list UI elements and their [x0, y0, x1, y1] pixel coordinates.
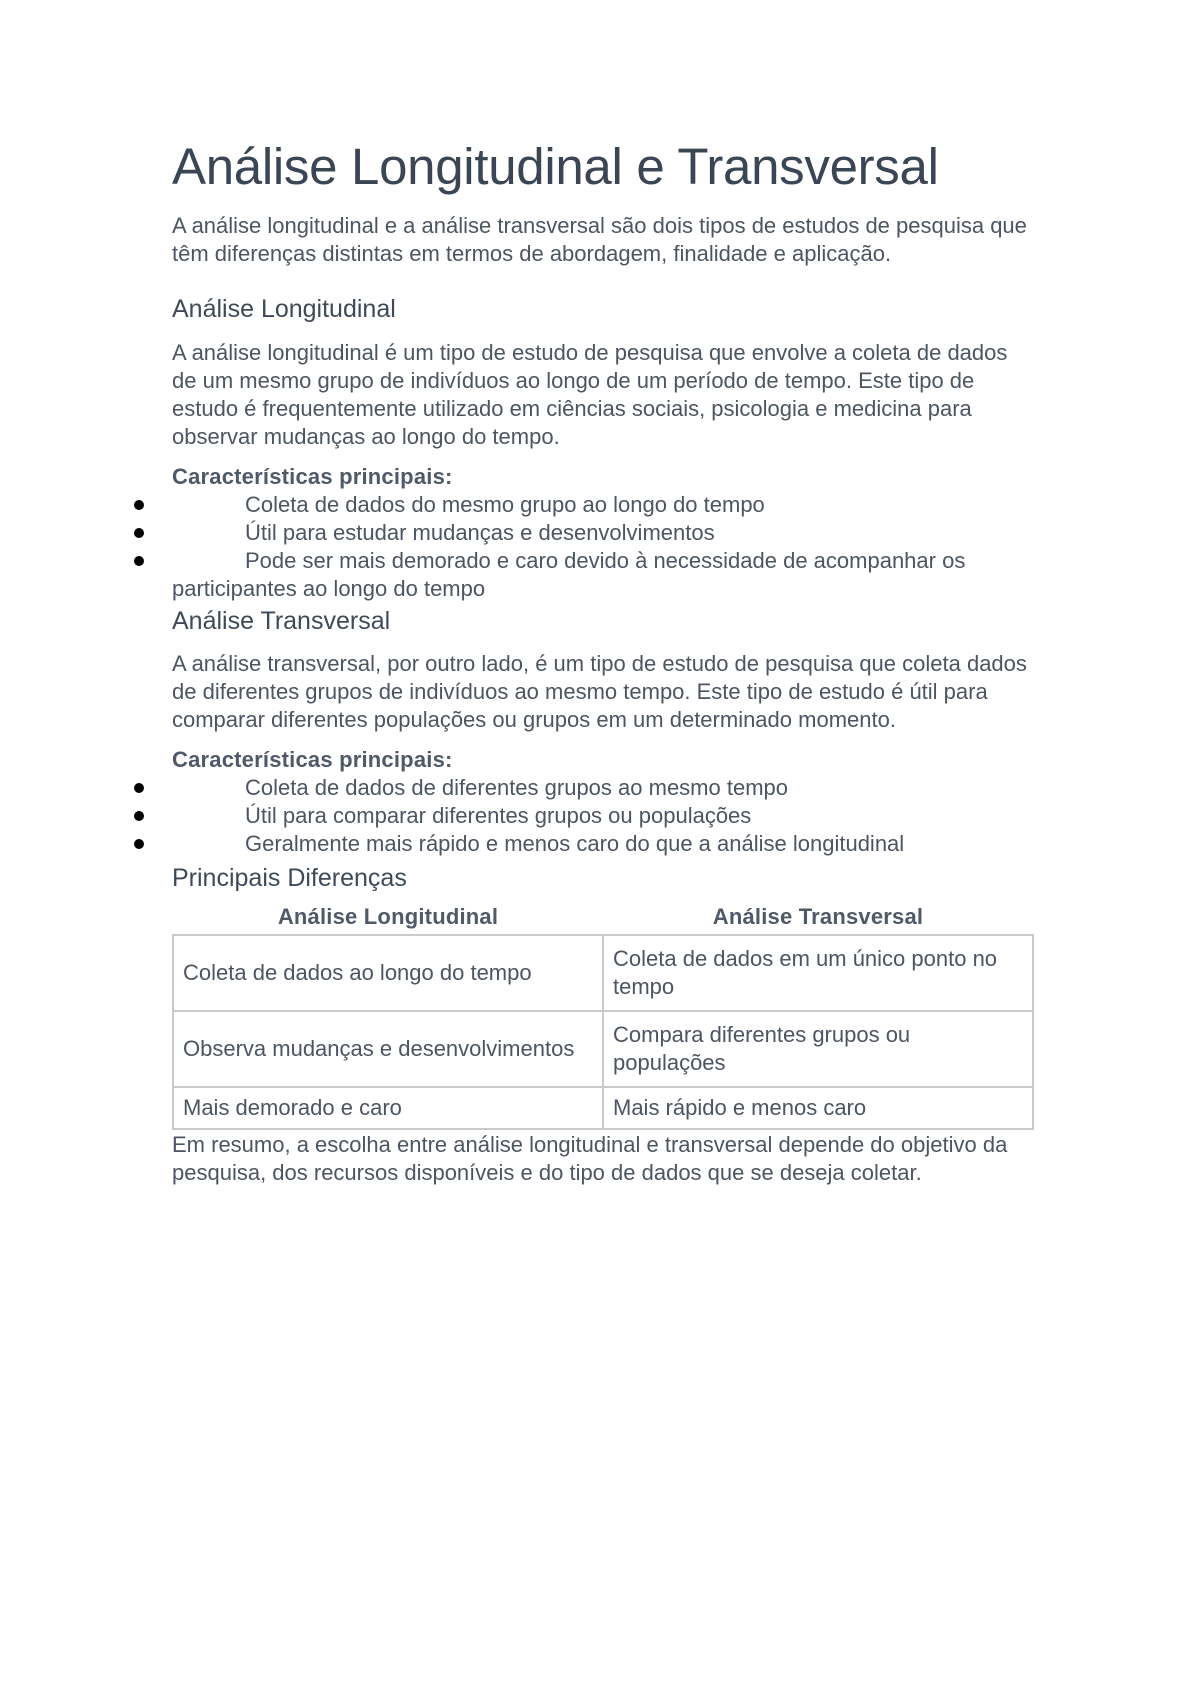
transversal-paragraph: A análise transversal, por outro lado, é um tipo de estudo de pesquisa que coleta dados de diferentes grupos de indivíduos ao mesmo tempo. Este tipo de estudo é útil para comparar diferentes populações ou grupos em um determinado momento.: [172, 651, 1027, 732]
table-row: [173, 935, 1033, 1011]
bullet-icon: [134, 783, 144, 793]
bullet-icon: [134, 556, 144, 566]
longitudinal-heading: Análise Longitudinal: [172, 295, 396, 323]
document-title: Análise Longitudinal e Transversal: [172, 138, 939, 195]
longitudinal-paragraph: A análise longitudinal é um tipo de estudo de pesquisa que envolve a coleta de dados de um mesmo grupo de indivíduos ao longo de um período de tempo. Este tipo de estudo é frequentemente utilizado em ciências sociais, psicologia e medicina para observar mudanças ao longo do tempo.: [172, 340, 1008, 449]
conclusion-paragraph: Em resumo, a escolha entre análise longitudinal e transversal depende do objetivo da pesquisa, dos recursos disponíveis e do tipo de dados que se deseja coletar.: [172, 1132, 1008, 1185]
document-page: [172, 136, 1032, 1187]
table-cell: Coleta de dados em um único ponto no tempo: [603, 935, 1033, 1011]
list-item: [172, 491, 1032, 519]
bullet-icon: [134, 500, 144, 510]
differences-heading: Principais Diferenças: [172, 864, 407, 892]
list-item: [172, 547, 1032, 603]
list-item-text: Pode ser mais demorado e caro devido à necessidade de acompanhar os participantes ao longo do tempo: [172, 548, 966, 601]
table-row: [173, 1087, 1033, 1129]
list-item-text: Geralmente mais rápido e menos caro do que a análise longitudinal: [245, 831, 905, 856]
list-item: [172, 802, 1032, 830]
table-cell: Compara diferentes grupos ou populações: [603, 1011, 1033, 1087]
bullet-icon: [134, 811, 144, 821]
table-row: [173, 1011, 1033, 1087]
longitudinal-features-label: Características principais:: [172, 464, 453, 489]
column-header-longitudinal: Análise Longitudinal: [277, 904, 499, 929]
list-item: [172, 830, 1032, 858]
list-item-text: Útil para comparar diferentes grupos ou populações: [245, 803, 752, 828]
transversal-heading: Análise Transversal: [172, 607, 391, 635]
table-header-row: [173, 904, 1033, 935]
list-item-text: Útil para estudar mudanças e desenvolvimentos: [245, 520, 715, 545]
table-cell: Mais demorado e caro: [173, 1087, 603, 1129]
table-cell: Mais rápido e menos caro: [603, 1087, 1033, 1129]
transversal-features-label: Características principais:: [172, 747, 453, 772]
list-item-text: Coleta de dados de diferentes grupos ao mesmo tempo: [245, 775, 788, 800]
longitudinal-features-list: [172, 491, 1032, 603]
bullet-icon: [134, 839, 144, 849]
transversal-features-list: [172, 774, 1032, 858]
table-cell: Observa mudanças e desenvolvimentos: [173, 1011, 603, 1087]
list-item-text: Coleta de dados do mesmo grupo ao longo do tempo: [245, 492, 765, 517]
column-header-transversal: Análise Transversal: [712, 904, 924, 929]
intro-paragraph: A análise longitudinal e a análise transversal são dois tipos de estudos de pesquisa que têm diferenças distintas em termos de abordagem, finalidade e aplicação.: [172, 213, 1027, 266]
table-cell: Coleta de dados ao longo do tempo: [173, 935, 603, 1011]
list-item: [172, 774, 1032, 802]
differences-table: [172, 904, 1034, 1130]
list-item: [172, 519, 1032, 547]
bullet-icon: [134, 528, 144, 538]
